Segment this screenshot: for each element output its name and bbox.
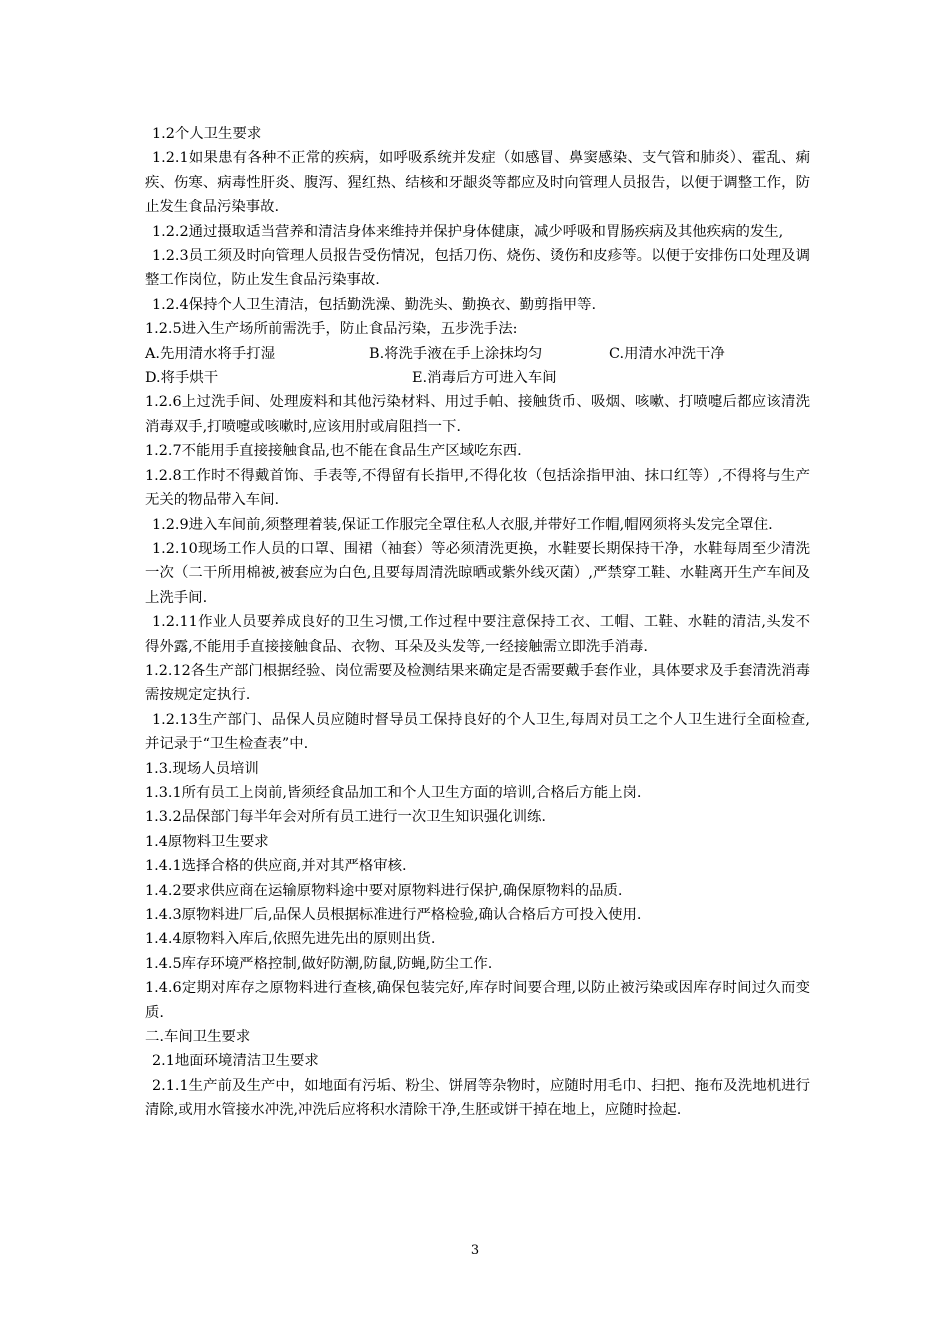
paragraph-1-4-5: 1.4.5库存环境严格控制,做好防潮,防鼠,防蝇,防尘工作. [145, 955, 493, 972]
paragraph-1-2-4: 1.2.4保持个人卫生清洁，包括勤洗澡、勤洗头、勤换衣、勤剪指甲等. [152, 296, 597, 313]
paragraph-1-4-6: 1.4.6定期对库存之原物料进行查核,确保包装完好,库存时间要合理,以防止被污染或因库存时间过久而变质. [145, 980, 810, 1021]
paragraph-1-4-1: 1.4.1选择合格的供应商,并对其严格审核. [145, 858, 407, 875]
paragraph-1-2-13: 1.2.13生产部门、品保人员应随时督导员工保持良好的个人卫生,每周对员工之个人卫生进行全面检查,并记录于“卫生检查表”中. [145, 711, 810, 753]
page-number: 3 [470, 1243, 480, 1258]
heading-2: 二.车间卫生要求 [145, 1029, 251, 1046]
paragraph-1-2-10: 1.2.10现场工作人员的口罩、围裙（袖套）等必须清洗更换，水鞋要长期保持干净，水鞋每周至少清洗一次（二干所用棉被,被套应为白色,且要每周清洗晾晒或紫外线灭菌）,严禁穿工鞋、水鞋离开生产车间及上洗手间. [145, 540, 810, 606]
paragraph-1-2-12: 1.2.12各生产部门根据经验、岗位需要及检测结果来确定是否需要戴手套作业，具体要求及手套清洗消毒需按规定定执行. [145, 662, 810, 704]
step-c: C.用清水冲洗干净 [609, 345, 725, 362]
paragraph-1-2-9: 1.2.9进入车间前,须整理着装,保证工作服完全罩住私人衣服,并带好工作帽,帽网须将头发完全罩住. [152, 516, 773, 533]
paragraph-1-2-2: 1.2.2通过摄取适当营养和清洁身体来维持并保护身体健康，减少呼吸和胃肠疾病及其他疾病的发生, [152, 223, 784, 240]
paragraph-1-2-7: 1.2.7不能用手直接接触食品,也不能在食品生产区域吃东西. [145, 443, 522, 460]
paragraph-1-4-2: 1.4.2要求供应商在运输原物料途中要对原物料进行保护,确保原物料的品质. [145, 882, 623, 899]
heading-1-2: 1.2个人卫生要求 [152, 126, 262, 142]
heading-1-3: 1.3.现场人员培训 [145, 760, 259, 777]
step-d: D.将手烘干 [145, 370, 219, 387]
paragraph-1-2-3: 1.2.3员工须及时向管理人员报告受伤情况，包括刀伤、烧伤、烫伤和皮疹等。以便于安排伤口处理及调整工作岗位，防止发生食品污染事故. [145, 248, 810, 289]
paragraph-1-4-3: 1.4.3原物料进厂后,品保人员根据标准进行严格检验,确认合格后方可投入使用. [145, 907, 642, 923]
document-body [145, 122, 810, 1123]
paragraph-1-3-2: 1.3.2品保部门每半年会对所有员工进行一次卫生知识强化训练. [145, 809, 546, 826]
step-b: B.将洗手液在手上涂抹均匀 [369, 345, 543, 362]
step-a: A.先用清水将手打湿 [145, 345, 276, 362]
step-e: E.消毒后方可进入车间 [412, 370, 557, 387]
handwash-steps-row-2 [145, 366, 810, 390]
paragraph-1-3-1: 1.3.1所有员工上岗前,皆须经食品加工和个人卫生方面的培训,合格后方能上岗. [145, 784, 642, 801]
paragraph-1-2-8: 1.2.8工作时不得戴首饰、手表等,不得留有长指甲,不得化妆（包括涂指甲油、抹口红等）,不得将与生产无关的物品带入车间. [145, 467, 810, 509]
heading-2-1: 2.1地面环境清洁卫生要求 [152, 1053, 319, 1070]
paragraph-1-2-6: 1.2.6上过洗手间、处理废料和其他污染材料、用过手帕、接触货币、吸烟、咳嗽、打喷嚏后都应该清洗消毒双手,打喷嚏或咳嗽时,应该用肘或肩阻挡一下. [145, 394, 810, 435]
paragraph-1-2-5: 1.2.5进入生产场所前需洗手，防止食品污染，五步洗手法: [145, 321, 518, 338]
paragraph-1-2-1: 1.2.1如果患有各种不正常的疾病，如呼吸系统并发症（如感冒、鼻窦感染、支气管和肺炎）、霍乱、痢疾、伤寒、病毒性肝炎、腹泻、猩红热、结核和牙龈炎等都应及时向管理人员报告，以便于调整工作，防止发生食品污染事故. [145, 150, 810, 216]
handwash-steps-row-1 [145, 342, 810, 366]
paragraph-1-4-4: 1.4.4原物料入库后,依照先进先出的原则出货. [145, 931, 436, 948]
paragraph-2-1-1: 2.1.1生产前及生产中，如地面有污垢、粉尘、饼屑等杂物时，应随时用毛巾、扫把、拖布及洗地机进行清除,或用水管接水冲洗,冲洗后应将积水清除干净,生胚或饼干掉在地上，应随时捡起. [145, 1077, 810, 1119]
heading-1-4: 1.4原物料卫生要求 [145, 833, 269, 850]
paragraph-1-2-11: 1.2.11作业人员要养成良好的卫生习惯,工作过程中要注意保持工衣、工帽、工鞋、水鞋的清洁,头发不得外露,不能用手直接接触食品、衣物、耳朵及头发等,一经接触需立即洗手消毒. [145, 614, 810, 655]
